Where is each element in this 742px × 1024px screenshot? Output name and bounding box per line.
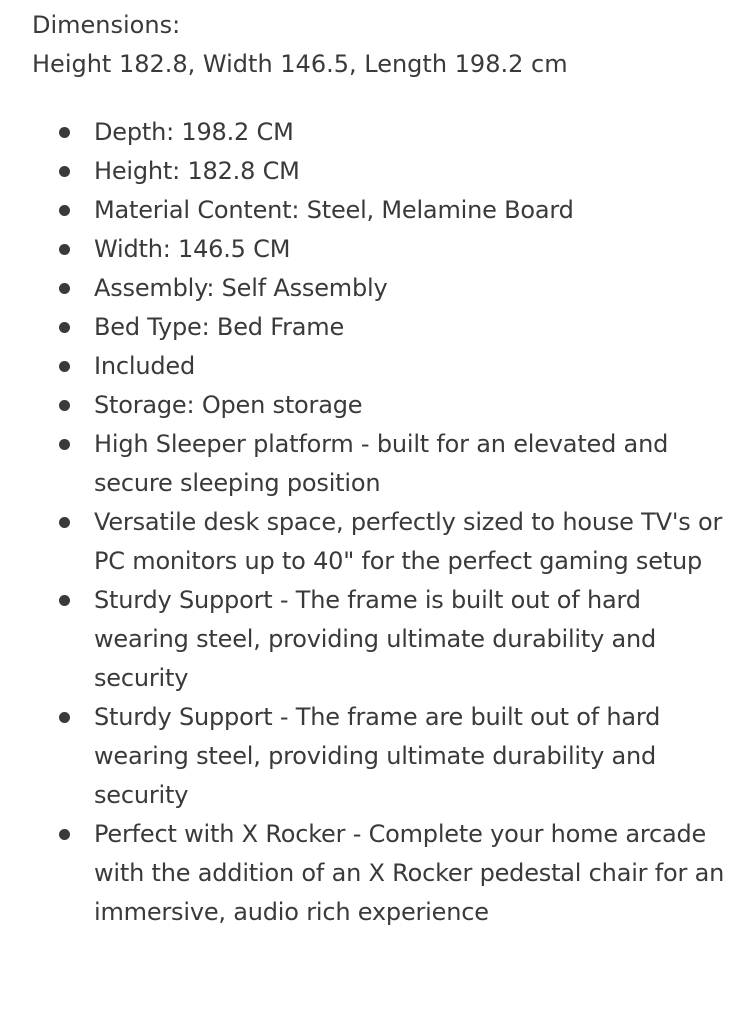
dimensions-heading: Dimensions: xyxy=(32,11,181,39)
list-item xyxy=(32,815,732,932)
bullet-icon xyxy=(59,595,70,606)
list-item xyxy=(32,425,732,503)
feature-text: Sturdy Support - The frame is built out of hard wearing steel, providing ultimate durability and security xyxy=(94,586,657,692)
list-item xyxy=(32,698,732,815)
feature-text: Perfect with X Rocker - Complete your home arcade with the addition of an X Rocker pedestal chair for an immersive, audio rich experience xyxy=(94,820,725,926)
dimensions-summary: Height 182.8, Width 146.5, Length 198.2 cm xyxy=(32,50,568,78)
bullet-icon xyxy=(59,322,70,333)
bullet-icon xyxy=(59,712,70,723)
feature-text: Width: 146.5 CM xyxy=(94,235,291,263)
list-item xyxy=(32,347,732,386)
bullet-icon xyxy=(59,361,70,372)
bullet-icon xyxy=(59,166,70,177)
feature-text: Bed Type: Bed Frame xyxy=(94,313,345,341)
list-item xyxy=(32,113,732,152)
feature-text: Storage: Open storage xyxy=(94,391,363,419)
list-item xyxy=(32,152,732,191)
bullet-icon xyxy=(59,244,70,255)
bullet-icon xyxy=(59,283,70,294)
feature-list xyxy=(32,113,732,932)
list-item xyxy=(32,581,732,698)
feature-text: Sturdy Support - The frame are built out of hard wearing steel, providing ultimate durability and security xyxy=(94,703,661,809)
feature-text: High Sleeper platform - built for an elevated and secure sleeping position xyxy=(94,430,669,497)
list-item xyxy=(32,503,732,581)
bullet-icon xyxy=(59,829,70,840)
feature-text: Versatile desk space, perfectly sized to house TV's or PC monitors up to 40" for the perfect gaming setup xyxy=(94,508,723,575)
feature-text: Included xyxy=(94,352,195,380)
bullet-icon xyxy=(59,127,70,138)
bullet-icon xyxy=(59,439,70,450)
feature-text: Height: 182.8 CM xyxy=(94,157,300,185)
list-item xyxy=(32,230,732,269)
feature-text: Depth: 198.2 CM xyxy=(94,118,294,146)
list-item xyxy=(32,269,732,308)
list-item xyxy=(32,191,732,230)
bullet-icon xyxy=(59,205,70,216)
list-item xyxy=(32,386,732,425)
bullet-icon xyxy=(59,517,70,528)
list-item xyxy=(32,308,732,347)
feature-text: Material Content: Steel, Melamine Board xyxy=(94,196,574,224)
feature-text: Assembly: Self Assembly xyxy=(94,274,388,302)
bullet-icon xyxy=(59,400,70,411)
